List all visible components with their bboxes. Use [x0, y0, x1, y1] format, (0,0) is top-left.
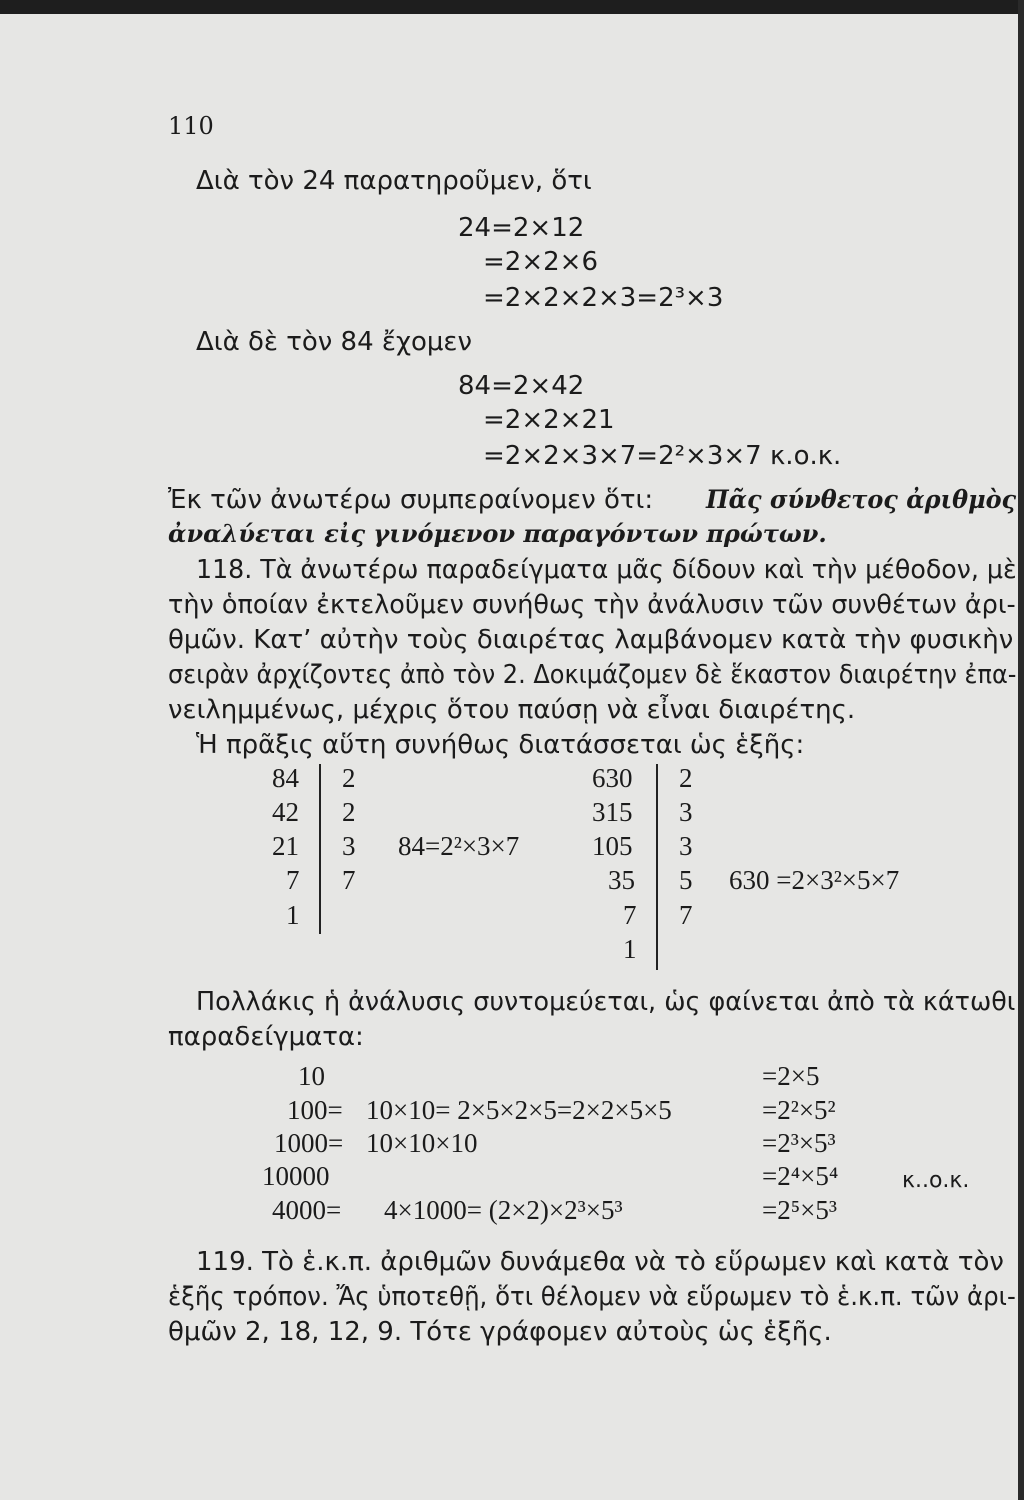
- scan-right-border: [1018, 0, 1024, 1500]
- section-118-line-1: 118. Τὰ ἀνωτέρω παραδείγματα μᾶς δίδουν καὶ τὴν μέθοδον, μὲ: [196, 555, 1017, 585]
- quotient-630-2: 315: [592, 797, 633, 827]
- example-5-right: =2⁵×5³: [762, 1195, 837, 1225]
- example-4-right: =2⁴×5⁴: [762, 1161, 839, 1191]
- conclusion-prefix: Ἐκ τῶν ἀνωτέρω συμπεραίνομεν ὅτι:: [168, 485, 654, 515]
- quotient-84-4: 7: [286, 865, 300, 895]
- page-number: 110: [168, 112, 214, 140]
- quotient-84-5: 1: [286, 900, 300, 930]
- eq24-line-2: =2×2×6: [483, 247, 598, 277]
- eq24-line-1: 24=2×12: [458, 213, 585, 243]
- divisor-630-1: 2: [679, 763, 693, 793]
- intro-24: Διὰ τὸν 24 παρατηροῦμεν, ὅτι: [196, 166, 592, 196]
- divisor-84-3: 3: [342, 831, 356, 861]
- eq84-line-2: =2×2×21: [483, 405, 615, 435]
- example-5-left: 4000=: [272, 1195, 342, 1225]
- examples-suffix: κ..ο.κ.: [902, 1168, 970, 1193]
- section-118-line-5: νειλημμένως, μέχρις ὅτου παύσῃ νὰ εἶναι διαιρέτης.: [168, 695, 856, 725]
- divisor-84-4: 7: [342, 865, 356, 895]
- example-3-left: 1000=: [274, 1128, 344, 1158]
- quotient-630-4: 35: [608, 865, 635, 895]
- section-119-line-3: θμῶν 2, 18, 12, 9. Τότε γράφομεν αὐτοὺς ὡς ἑξῆς.: [168, 1317, 832, 1347]
- scan-top-border: [0, 0, 1024, 14]
- example-2-middle: 10×10= 2×5×2×5=2×2×5×5: [366, 1095, 672, 1125]
- quotient-630-5: 7: [623, 900, 637, 930]
- divisor-84-2: 2: [342, 797, 356, 827]
- quotient-630-6: 1: [623, 934, 637, 964]
- quotient-84-2: 42: [272, 797, 299, 827]
- quotient-84-3: 21: [272, 831, 299, 861]
- section-118-line-2: τὴν ὁποίαν ἐκτελοῦμεν συνήθως τὴν ἀνάλυσιν τῶν συνθέτων ἀρι-: [168, 590, 1016, 620]
- section-118-line-6: Ἡ πρᾶξις αὕτη συνήθως διατάσσεται ὡς ἑξῆς:: [196, 730, 805, 760]
- theorem-line-2: ἀναλύεται εἰς γινόμενον παραγόντων πρώτων.: [168, 519, 827, 548]
- division-line-630: [656, 764, 658, 970]
- example-2-right: =2²×5²: [762, 1095, 836, 1125]
- result-84: 84=2²×3×7: [398, 831, 520, 861]
- shortcut-line-2: παραδείγματα:: [168, 1022, 364, 1052]
- intro-84: Διὰ δὲ τὸν 84 ἔχομεν: [196, 327, 473, 357]
- quotient-84-1: 84: [272, 763, 299, 793]
- divisor-630-4: 5: [679, 865, 693, 895]
- example-1-right: =2×5: [762, 1061, 820, 1091]
- eq84-line-1: 84=2×42: [458, 371, 585, 401]
- quotient-630-3: 105: [592, 831, 633, 861]
- eq84-line-3: =2×2×3×7=2²×3×7 κ.ο.κ.: [483, 441, 842, 471]
- shortcut-line-1: Πολλάκις ἡ ἀνάλυσις συντομεύεται, ὡς φαίνεται ἀπὸ τὰ κάτωθι: [196, 987, 1016, 1017]
- theorem-line-1: Πᾶς σύνθετος ἀριθμὸς: [706, 485, 1017, 514]
- divisor-84-1: 2: [342, 763, 356, 793]
- example-3-right: =2³×5³: [762, 1128, 836, 1158]
- divisor-630-2: 3: [679, 797, 693, 827]
- divisor-630-3: 3: [679, 831, 693, 861]
- example-5-middle: 4×1000= (2×2)×2³×5³: [384, 1195, 623, 1225]
- example-1-left: 10: [298, 1061, 325, 1091]
- division-line-84: [319, 764, 321, 934]
- section-119-line-2: ἑξῆς τρόπον. Ἄς ὑποτεθῇ, ὅτι θέλομεν νὰ εὕρωμεν τὸ ἑ.κ.π. τῶν ἀρι-: [168, 1282, 1016, 1312]
- section-118-line-4: σειρὰν ἀρχίζοντες ἀπὸ τὸν 2. Δοκιμάζομεν δὲ ἕκαστον διαιρέτην ἐπα-: [168, 660, 1017, 690]
- example-3-middle: 10×10×10: [366, 1128, 478, 1158]
- eq24-line-3: =2×2×2×3=2³×3: [483, 283, 724, 313]
- section-118-line-3: θμῶν. Κατ’ αὐτὴν τοὺς διαιρέτας λαμβάνομεν κατὰ τὴν φυσικὴν: [168, 625, 1014, 655]
- divisor-630-5: 7: [679, 900, 693, 930]
- section-119-line-1: 119. Τὸ ἑ.κ.π. ἀριθμῶν δυνάμεθα νὰ τὸ εὕρωμεν καὶ κατὰ τὸν: [196, 1247, 1004, 1277]
- example-2-left: 100=: [287, 1095, 343, 1125]
- example-4-left: 10000: [262, 1161, 330, 1191]
- result-630: 630 =2×3²×5×7: [729, 865, 900, 895]
- quotient-630-1: 630: [592, 763, 633, 793]
